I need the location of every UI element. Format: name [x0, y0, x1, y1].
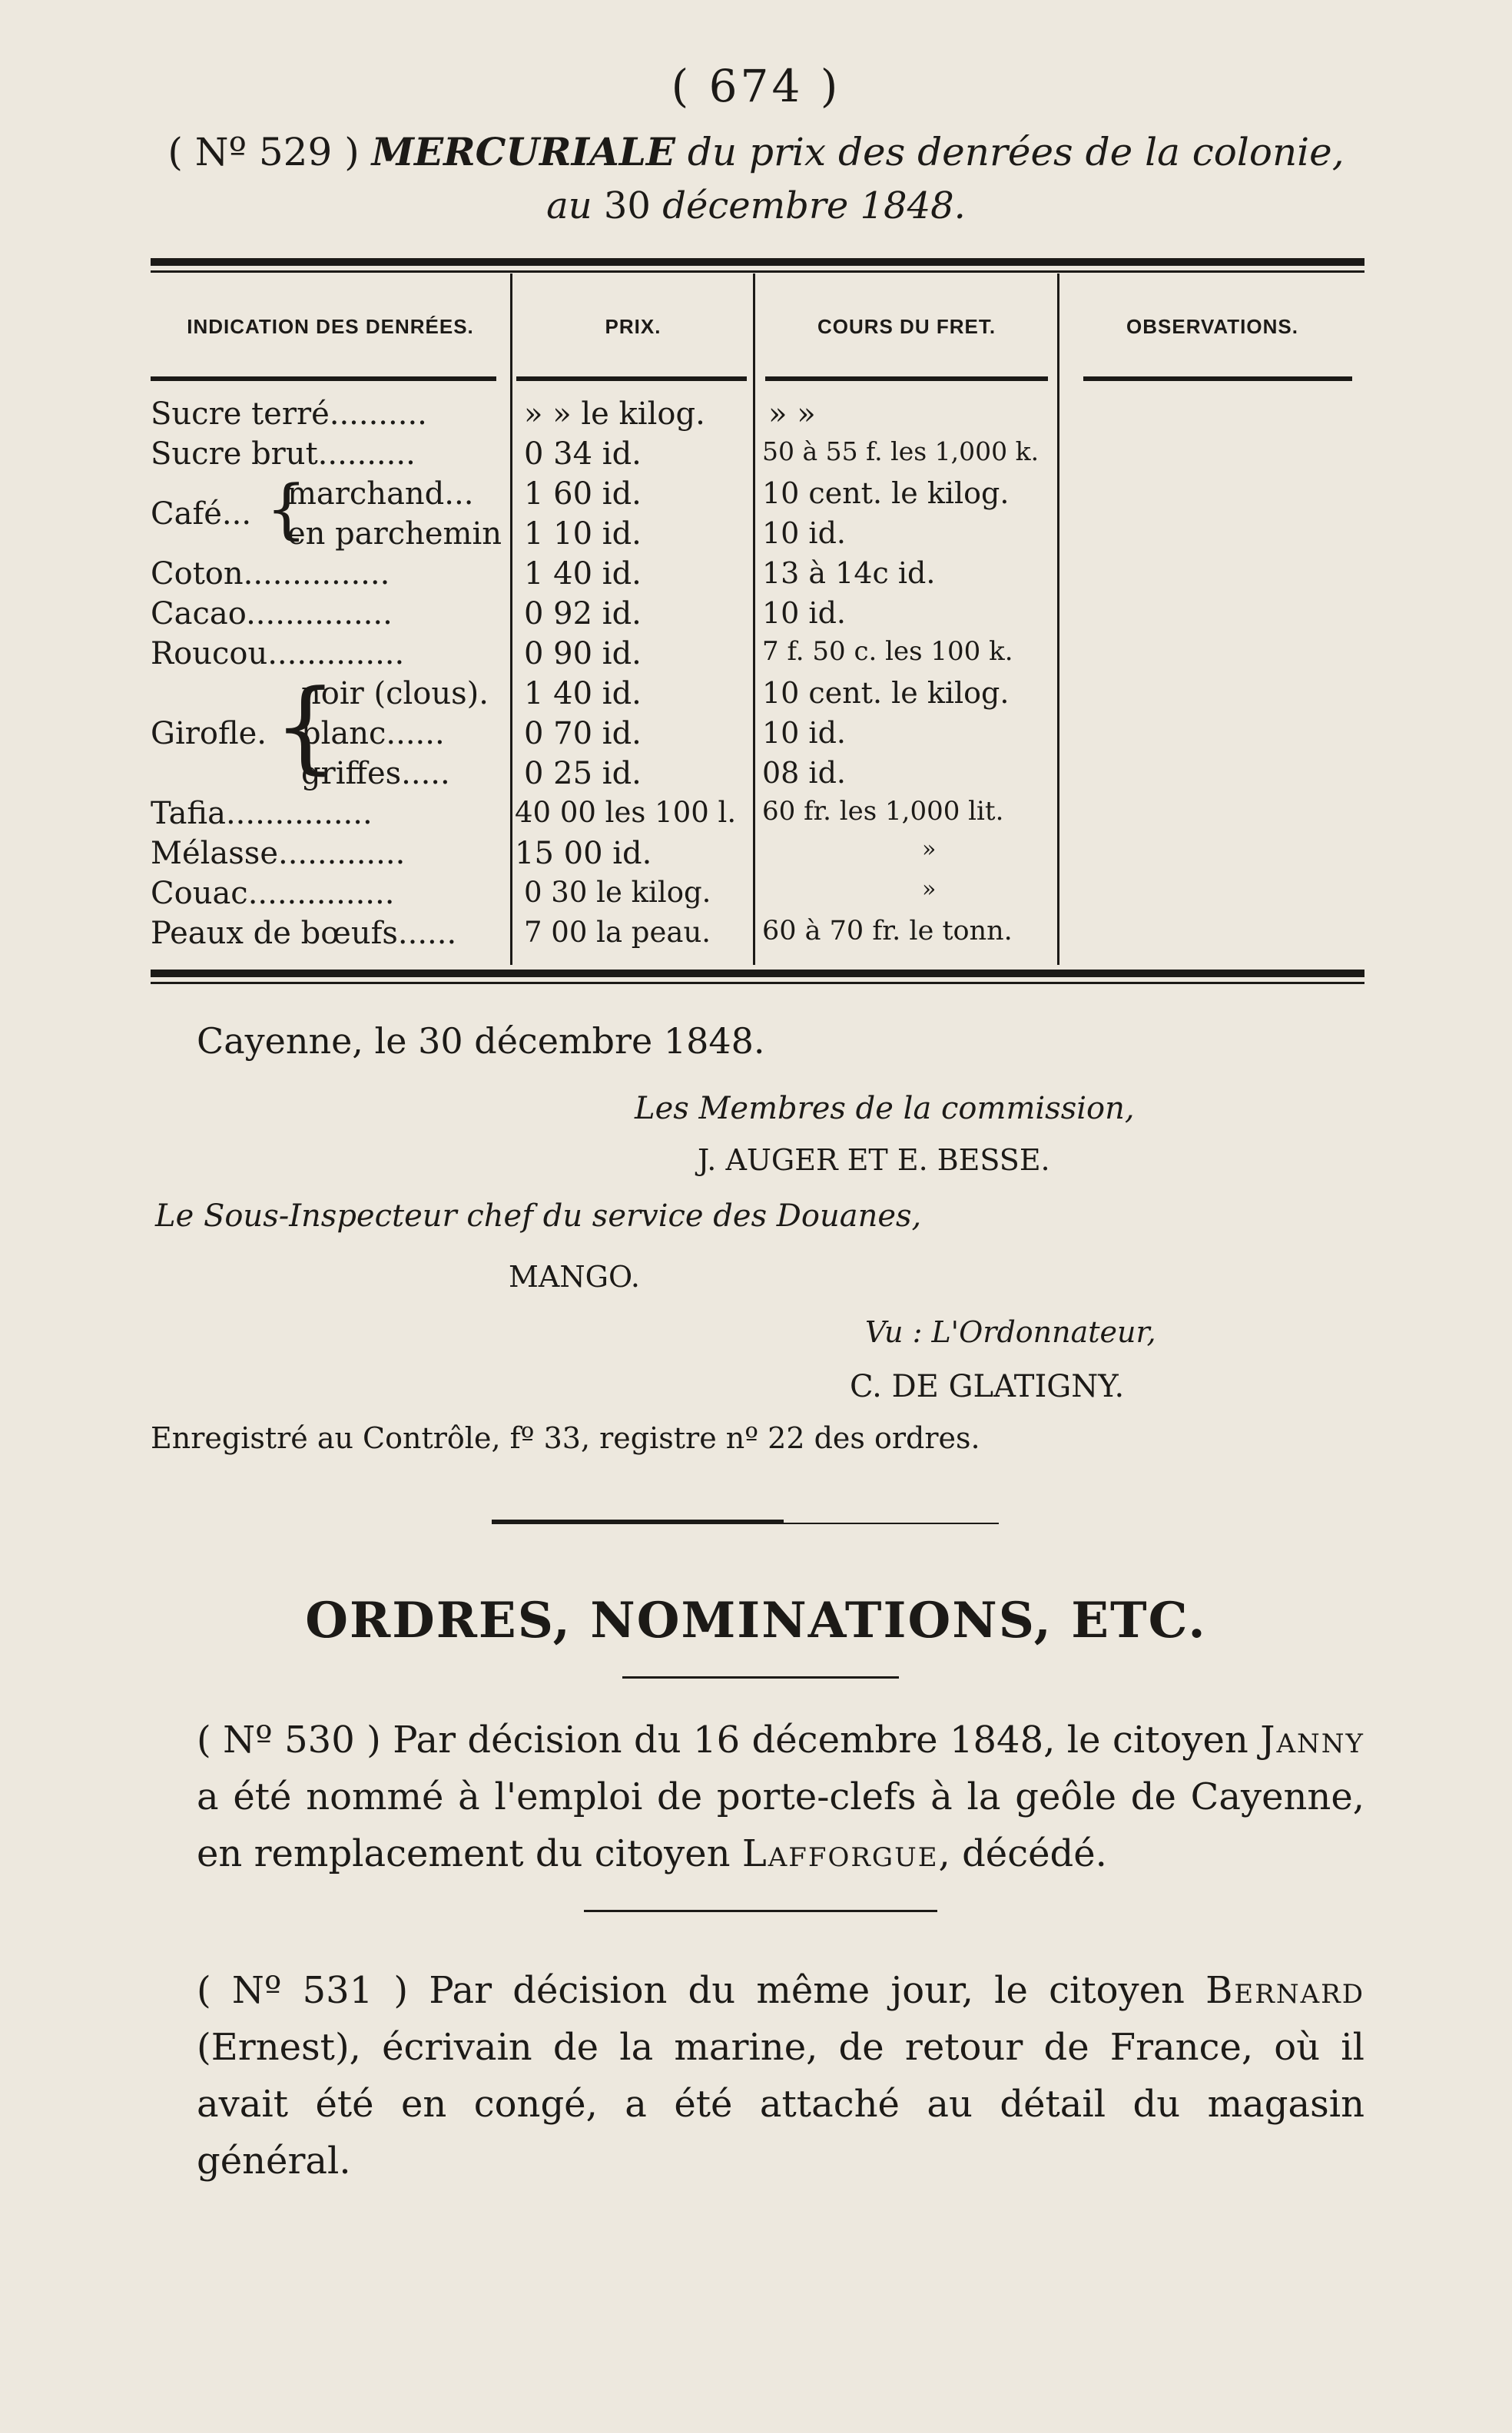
- heading-underline: [622, 1676, 899, 1679]
- separator-rule-tail: [784, 1523, 999, 1524]
- separator-rule-2: [584, 1910, 937, 1912]
- table-row-freight: 50 à 55 f. les 1,000 k.: [762, 436, 1040, 466]
- subtitle-suffix: décembre 1848.: [650, 184, 966, 227]
- brace-girofle: {: [274, 668, 337, 784]
- person-name: Bernard: [1205, 1969, 1365, 2012]
- table-row-price: 1 10 id.: [524, 516, 642, 552]
- members-label: Les Membres de la commission,: [635, 1091, 1135, 1126]
- paragraph-530: [197, 1712, 1364, 1882]
- header-rule-4: [1083, 376, 1352, 381]
- table-row-product: marchand...: [287, 476, 474, 512]
- table-row-price: 0 30 le kilog.: [524, 876, 711, 909]
- header-observations: OBSERVATIONS.: [1126, 315, 1298, 338]
- section-heading: ORDRES, NOMINATIONS, ETC.: [305, 1592, 1207, 1649]
- table-row-product: Mélasse.............: [151, 836, 406, 871]
- table-row-price: 0 70 id.: [524, 716, 642, 751]
- table-row-price: 1 40 id.: [524, 676, 642, 711]
- table-row-freight: 13 à 14c id.: [762, 556, 936, 590]
- registered-line: Enregistré au Contrôle, fº 33, registre nº 22 des ordres.: [151, 1421, 980, 1455]
- table-row-product: Coton...............: [151, 556, 390, 592]
- paragraph-text: (Ernest), écrivain de la marine, de retour de France, où il avait été en congé, a été attaché au détail du magasin général.: [197, 2026, 1364, 2183]
- group-label-cafe: Café...: [151, 496, 252, 532]
- group-label-girofle: Girofle.: [151, 716, 267, 751]
- table-row-price: 7 00 la peau.: [524, 916, 711, 949]
- table-row-product: Tafia...............: [151, 796, 373, 831]
- table-row-product: noir (clous).: [301, 676, 489, 711]
- table-row-freight: »: [922, 836, 937, 863]
- table-row-price: » » le kilog.: [524, 396, 705, 432]
- table-row-product: Sucre terré..........: [151, 396, 427, 432]
- table-row-freight: 7 f. 50 c. les 100 k.: [762, 636, 1013, 667]
- paragraph-text: a été nommé à l'emploi de porte-clefs à la geôle de Cayenne, en remplacement du citoyen: [197, 1775, 1364, 1875]
- table-row-product: Peaux de bœufs......: [151, 916, 457, 951]
- header-rule-3: [765, 376, 1048, 381]
- document-subtitle: [0, 184, 1512, 227]
- header-denrees: INDICATION DES DENRÉES.: [187, 315, 474, 338]
- table-row-product: Roucou..............: [151, 636, 405, 671]
- seen-label: Vu : L'Ordonnateur,: [865, 1315, 1156, 1349]
- person-name: Janny: [1260, 1719, 1364, 1762]
- table-row-product: Cacao...............: [151, 596, 393, 631]
- header-rule-2: [516, 376, 747, 381]
- table-row-price: 0 90 id.: [524, 636, 642, 671]
- title-heading: MERCURIALE: [371, 129, 676, 174]
- table-row-price: 1 60 id.: [524, 476, 642, 512]
- table-row-freight: 08 id.: [762, 756, 846, 790]
- ordonnateur-name: C. DE GLATIGNY.: [850, 1369, 1125, 1404]
- members-names: J. AUGER ET E. BESSE.: [698, 1143, 1050, 1177]
- table-bottom-rule: [151, 970, 1364, 977]
- page-number: ( 674 ): [671, 60, 841, 112]
- document-title: [0, 129, 1512, 174]
- header-rule-1: [151, 376, 496, 381]
- table-row-price: 0 34 id.: [524, 436, 642, 472]
- table-row-product: en parchemin: [287, 516, 502, 552]
- place-date: Cayenne, le 30 décembre 1848.: [197, 1020, 765, 1062]
- table-bottom-rule-thin: [151, 982, 1364, 984]
- paragraph-text: Par décision du 16 décembre 1848, le citoyen: [380, 1719, 1261, 1762]
- col-divider-1: [510, 273, 512, 965]
- table-row-freight: »: [922, 876, 937, 903]
- inspector-label: Le Sous-Inspecteur chef du service des Douanes,: [155, 1198, 922, 1234]
- table-top-rule-thin: [151, 270, 1364, 273]
- table-row-price: 0 92 id.: [524, 596, 642, 631]
- table-row-price: 40 00 les 100 l.: [515, 796, 737, 829]
- col-divider-3: [1057, 273, 1059, 965]
- table-row-price: 1 40 id.: [524, 556, 642, 592]
- paragraph-531: [197, 1962, 1364, 2189]
- table-row-freight: 10 id.: [762, 516, 846, 550]
- table-row-freight: 60 fr. les 1,000 lit.: [762, 796, 1004, 827]
- paragraph-ref: ( Nº 530 ): [197, 1719, 381, 1762]
- brace-cafe: {: [266, 471, 307, 546]
- person-name: Lafforgue: [741, 1832, 939, 1875]
- paragraph-text: Par décision du même jour, le citoyen: [408, 1969, 1206, 2012]
- table-row-product: blanc......: [301, 716, 445, 751]
- table-row-product: Sucre brut..........: [151, 436, 416, 472]
- title-rest: du prix des denrées de la colonie,: [675, 130, 1345, 174]
- paragraph-ref: ( Nº 531 ): [197, 1969, 409, 2012]
- table-row-freight: 10 cent. le kilog.: [762, 676, 1010, 710]
- table-row-freight: 10 cent. le kilog.: [762, 476, 1010, 510]
- table-row-freight: 10 id.: [762, 596, 846, 630]
- table-top-rule: [151, 258, 1364, 266]
- inspector-name: MANGO.: [509, 1260, 640, 1294]
- header-prix: PRIX.: [605, 315, 662, 338]
- table-row-freight: » »: [768, 396, 816, 432]
- subtitle-day: 30: [603, 184, 651, 227]
- header-fret: COURS DU FRET.: [817, 315, 996, 338]
- table-row-product: griffes.....: [301, 756, 450, 791]
- separator-rule: [492, 1520, 784, 1524]
- table-row-freight: 60 à 70 fr. le tonn.: [762, 916, 1013, 946]
- table-row-freight: 10 id.: [762, 716, 846, 750]
- table-row-price: 15 00 id.: [515, 836, 652, 871]
- table-row-price: 0 25 id.: [524, 756, 642, 791]
- col-divider-2: [753, 273, 755, 965]
- subtitle-prefix: au: [546, 184, 604, 227]
- paragraph-text: , décédé.: [938, 1832, 1107, 1875]
- table-row-product: Couac...............: [151, 876, 395, 911]
- title-ref: ( Nº 529 ): [167, 130, 360, 174]
